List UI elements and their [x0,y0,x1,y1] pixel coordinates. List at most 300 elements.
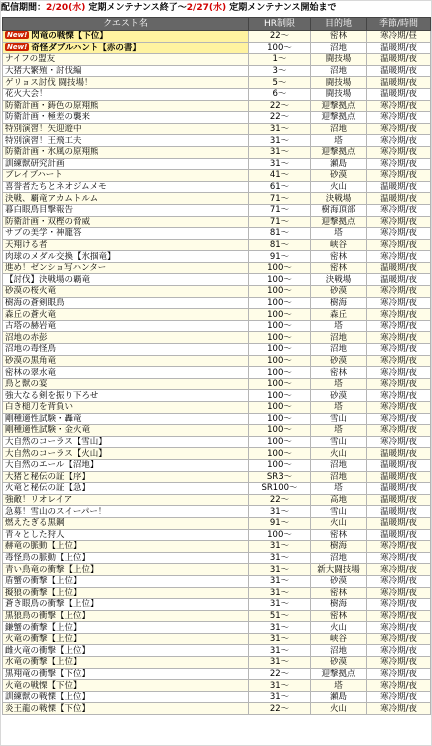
quest-name-cell [3,158,249,170]
season-time-cell: 寒冷期/夜 [367,286,431,298]
quest-name: 喜誉者たちとネオジムメモ [5,182,107,193]
quest-name: 鳥と獣の宴 [5,379,48,390]
quest-name: 剛種適性試験・轟竜 [5,413,82,424]
quest-name-cell [3,286,249,298]
quest-name: 防衛計画・極差の襲来 [5,112,91,123]
quest-name-cell [3,402,249,414]
hr-limit-cell: 6～ [249,88,311,100]
destination-cell: 迎撃拠点 [311,146,367,158]
quest-name-cell [3,575,249,587]
quest-name-cell [3,494,249,506]
quest-name: ナイフの盟友 [5,54,56,65]
quest-name-cell [3,413,249,425]
hr-limit-cell: 1～ [249,54,311,66]
table-row [3,262,431,274]
season-time-cell: 寒冷期/夜 [367,297,431,309]
hr-limit-cell: 22～ [249,494,311,506]
season-time-cell: 寒冷期/夜 [367,378,431,390]
quest-name: 赫竜の脈動【上位】 [5,541,82,552]
quest-name-cell [3,251,249,263]
quest-name: 暮白眼鳥目撃報告 [5,205,74,216]
hr-limit-cell: 41～ [249,170,311,182]
table-row [3,471,431,483]
hr-limit-cell: 31～ [249,657,311,669]
quest-name-cell [3,633,249,645]
table-row [3,31,431,43]
quest-name: 砂漠の黒角竜 [5,355,57,366]
season-time-cell: 寒冷期/夜 [367,622,431,634]
table-row [3,135,431,147]
maintenance-start-text: 定期メンテナンス開始まで [226,3,337,13]
quest-name-cell [3,204,249,216]
season-time-cell: 温暖期/夜 [367,471,431,483]
table-row [3,680,431,692]
quest-name-cell [3,390,249,402]
table-row [3,494,431,506]
destination-cell: 火山 [311,622,367,634]
hr-limit-cell: 100～ [249,448,311,460]
season-time-cell: 寒冷期/夜 [367,657,431,669]
quest-name-cell [3,436,249,448]
hr-limit-cell: 100～ [249,390,311,402]
quest-name: 毒怪鳥の脈動【上位】 [5,553,91,564]
hr-limit-cell: 91～ [249,517,311,529]
season-time-cell: 寒冷期/夜 [367,390,431,402]
quest-name: 密林の翠水竜 [5,367,57,378]
quest-name: ゲリョス討伐 闘技場！ [5,77,93,88]
hr-limit-cell: 31～ [249,123,311,135]
destination-cell: 樹海 [311,541,367,553]
quest-name-cell [3,471,249,483]
hr-limit-cell: 31～ [249,599,311,611]
season-time-cell: 温暖期/夜 [367,181,431,193]
table-row [3,703,431,715]
table-row [3,541,431,553]
quest-name-cell [3,587,249,599]
quest-name-cell [3,483,249,495]
quest-name: 青々とした狩人 [5,529,65,540]
distribution-period-header: 配信期間：2/20(水) 定期メンテナンス終了～2/27(水) 定期メンテナンス開始まで [1,3,337,13]
table-row [3,564,431,576]
destination-cell: 砂漠 [311,575,367,587]
season-time-cell: 寒冷期/夜 [367,204,431,216]
hr-limit-cell: 100～ [249,413,311,425]
quest-name: 訓練獣研究計画 [5,158,65,169]
hr-limit-cell: 100～ [249,297,311,309]
table-row [3,459,431,471]
quest-name-cell [3,506,249,518]
quest-name-cell [3,123,249,135]
destination-cell: 沼地 [311,471,367,483]
quest-name-cell [3,297,249,309]
hr-limit-cell: 31～ [249,146,311,158]
quest-name: 雌火竜の衝撃【上位】 [5,645,91,656]
quest-name-cell [3,355,249,367]
quest-name-cell [3,216,249,228]
destination-cell: 塔 [311,378,367,390]
destination-cell: 火山 [311,517,367,529]
hr-limit-cell: 5～ [249,77,311,89]
season-time-cell: 寒冷期/夜 [367,610,431,622]
season-time-cell: 寒冷期/夜 [367,320,431,332]
destination-cell: 砂漠 [311,657,367,669]
table-row [3,158,431,170]
quest-name-cell [3,239,249,251]
quest-name-cell [3,657,249,669]
quest-name: 大自然のエール【沼地】 [5,460,99,471]
destination-cell: 沼地 [311,123,367,135]
destination-cell: 迎撃拠点 [311,100,367,112]
hr-limit-cell: 22～ [249,703,311,715]
hr-limit-cell: 61～ [249,181,311,193]
destination-cell: 闘技場 [311,88,367,100]
hr-limit-cell: 31～ [249,158,311,170]
table-row [3,54,431,66]
quest-name: 火竜の衝撃【上位】 [5,634,82,645]
season-time-cell: 寒冷期/夜 [367,645,431,657]
table-row [3,668,431,680]
destination-cell: 峡谷 [311,239,367,251]
hr-limit-cell: 22～ [249,668,311,680]
quest-name: 擬狼の衝撃【上位】 [5,587,82,598]
destination-cell: 密林 [311,262,367,274]
destination-cell: 沼地 [311,552,367,564]
destination-cell: 沼地 [311,332,367,344]
destination-cell: 新大闘技場 [311,564,367,576]
quest-name-cell [3,228,249,240]
hr-limit-cell: 31～ [249,680,311,692]
table-row [3,483,431,495]
destination-cell: 塔 [311,228,367,240]
table-row [3,344,431,356]
column-header-quest-name: クエスト名 [3,18,249,31]
season-time-cell: 寒冷期/夜 [367,344,431,356]
quest-name: 盾蟹の衝撃【上位】 [5,576,82,587]
season-time-cell: 寒冷期/夜 [367,668,431,680]
quest-name: 特別演習！矢迎遊中 [5,124,82,135]
quest-name: 白き槌刀を背負い [5,402,74,413]
destination-cell: 闘技場 [311,54,367,66]
quest-name-cell [3,31,249,43]
table-row [3,112,431,124]
destination-cell: 火山 [311,181,367,193]
quest-name-cell [3,691,249,703]
destination-cell: 密林 [311,31,367,43]
destination-cell: 樹海 [311,297,367,309]
quest-name-cell [3,170,249,182]
season-time-cell: 温暖期/夜 [367,529,431,541]
quest-name: 大自然のコーラス【火山】 [5,448,107,459]
table-row [3,448,431,460]
season-time-cell: 寒冷期/夜 [367,123,431,135]
destination-cell: 塔 [311,425,367,437]
quest-name: 黒翔竜の衝撃【下位】 [5,668,91,679]
season-time-cell: 寒冷期/夜 [367,251,431,263]
table-row [3,193,431,205]
destination-cell: 密林 [311,529,367,541]
destination-cell: 密林 [311,251,367,263]
hr-limit-cell: 100～ [249,286,311,298]
table-row [3,239,431,251]
destination-cell: 密林 [311,610,367,622]
quest-name-cell [3,193,249,205]
quest-name: 砂漠の桜火竜 [5,286,57,297]
destination-cell: 沼地 [311,459,367,471]
season-time-cell: 寒冷期/夜 [367,135,431,147]
season-time-cell: 温暖期/夜 [367,494,431,506]
season-time-cell: 寒冷期/夜 [367,575,431,587]
season-time-cell: 温暖期/夜 [367,274,431,286]
column-header-season-time: 季節/時間 [367,18,431,31]
table-row [3,309,431,321]
season-time-cell: 寒冷期/夜 [367,425,431,437]
quest-name: サブの美学・神籠答 [5,228,82,239]
hr-limit-cell: 31～ [249,552,311,564]
season-time-cell: 寒冷期/夜 [367,228,431,240]
table-row [3,88,431,100]
hr-limit-cell: 31～ [249,135,311,147]
quest-name: 肉球のメダル交換【氷掴竜】 [5,251,116,262]
season-time-cell: 温暖期/夜 [367,448,431,460]
season-time-cell: 寒冷期/夜 [367,691,431,703]
season-time-cell: 寒冷期/夜 [367,355,431,367]
season-time-cell: 寒冷期/夜 [367,541,431,553]
quest-name: 燃えたぎる黒鋼 [5,518,65,529]
table-row [3,425,431,437]
season-time-cell: 寒冷期/夜 [367,599,431,611]
destination-cell: 沼地 [311,65,367,77]
destination-cell: 火山 [311,703,367,715]
table-row [3,390,431,402]
table-row [3,355,431,367]
hr-limit-cell: 22～ [249,100,311,112]
table-row [3,100,431,112]
hr-limit-cell: 100～ [249,332,311,344]
quest-name-cell [3,135,249,147]
hr-limit-cell: SR3～ [249,471,311,483]
destination-cell: 沼地 [311,42,367,54]
end-date: 2/27 [186,3,209,13]
season-time-cell: 温暖期/夜 [367,42,431,54]
quest-name: 鎌蟹の衝撃【上位】 [5,622,82,633]
quest-name: 天翔ける者 [5,239,48,250]
table-row [3,610,431,622]
table-row [3,575,431,587]
hr-limit-cell: 100～ [249,402,311,414]
quest-name-cell [3,564,249,576]
table-row [3,436,431,448]
table-row [3,529,431,541]
destination-cell: 迎撃拠点 [311,112,367,124]
quest-name-cell [3,309,249,321]
hr-limit-cell: 100～ [249,355,311,367]
quest-name-cell [3,610,249,622]
quest-name: 閃竜の戦慄【下位】 [31,31,108,42]
hr-limit-cell: 100～ [249,529,311,541]
season-time-cell: 寒冷期/夜 [367,100,431,112]
quest-name: 古塔の赫岩竜 [5,321,57,332]
table-row [3,657,431,669]
season-time-cell: 温暖期/夜 [367,506,431,518]
hr-limit-cell: 100～ [249,274,311,286]
table-header-row [3,18,431,31]
hr-limit-cell: 100～ [249,436,311,448]
hr-limit-cell: 71～ [249,216,311,228]
quest-name: 蒼き眼鳥の衝撃【上位】 [5,599,99,610]
quest-name: 炎王龍の戦慄【下位】 [5,703,91,714]
season-time-cell: 寒冷期/夜 [367,587,431,599]
destination-cell: 塔 [311,680,367,692]
season-time-cell: 寒冷期/夜 [367,170,431,182]
season-time-cell: 寒冷期/夜 [367,367,431,379]
quest-name-cell [3,622,249,634]
season-time-cell: 温暖期/夜 [367,65,431,77]
hr-limit-cell: 100～ [249,344,311,356]
quest-name: 剛種適性試験・金火竜 [5,425,91,436]
destination-cell: 瀬島 [311,158,367,170]
destination-cell: 迎撃拠点 [311,668,367,680]
destination-cell: 塔 [311,320,367,332]
quest-name-cell [3,54,249,66]
destination-cell: 塔 [311,402,367,414]
new-badge: New! [7,42,28,51]
start-day-of-week: 水 [72,3,82,13]
season-time-cell: 寒冷期/夜 [367,680,431,692]
quest-name-cell [3,680,249,692]
quest-name-cell [3,146,249,158]
table-row [3,633,431,645]
destination-cell: 決戦場 [311,193,367,205]
quest-name: 急募！雪山のスイーパー！ [5,506,107,517]
destination-cell: 樹海頂部 [311,204,367,216]
destination-cell: 峡谷 [311,633,367,645]
table-row [3,274,431,286]
destination-cell: 砂漠 [311,286,367,298]
season-time-cell: 温暖期/夜 [367,262,431,274]
quest-name: 防衛計画・鋳色の原翔熊 [5,100,99,111]
hr-limit-cell: 31～ [249,575,311,587]
season-time-cell: 温暖期/夜 [367,88,431,100]
maintenance-end-text: 定期メンテナンス終了～ [85,3,187,13]
destination-cell: 雪山 [311,506,367,518]
destination-cell: 砂漠 [311,170,367,182]
end-day-of-week: 水 [212,3,222,13]
table-row [3,77,431,89]
quest-name-cell [3,112,249,124]
quest-name-cell [3,100,249,112]
destination-cell: 雪山 [311,436,367,448]
column-header-hr-limit: HR制限 [249,18,311,31]
quest-name: ブレイブハート [5,170,63,181]
hr-limit-cell: 31～ [249,564,311,576]
season-time-cell: 温暖期/夜 [367,459,431,471]
hr-limit-cell: 100～ [249,378,311,390]
table-row [3,506,431,518]
table-row [3,204,431,216]
table-row [3,367,431,379]
destination-cell: 塔 [311,135,367,147]
season-time-cell: 寒冷期/夜 [367,703,431,715]
quest-name: 強敵！リオレイア [5,495,73,506]
quest-name-cell [3,552,249,564]
quest-name: 大猪と秘伝の証【序】 [5,471,91,482]
destination-cell: 沼地 [311,645,367,657]
season-time-cell: 寒冷期/夜 [367,436,431,448]
hr-limit-cell: 31～ [249,691,311,703]
hr-limit-cell: 31～ [249,587,311,599]
hr-limit-cell: 100～ [249,367,311,379]
table-row [3,599,431,611]
quest-name: 沼地の赤彭 [5,332,48,343]
quest-name: 特別演習！王飛工夫 [5,135,82,146]
table-row [3,170,431,182]
season-time-cell: 寒冷期/夜 [367,239,431,251]
table-row [3,413,431,425]
table-row [3,42,431,54]
table-row [3,228,431,240]
season-time-cell: 寒冷期/夜 [367,633,431,645]
destination-cell: 密林 [311,367,367,379]
table-row [3,378,431,390]
new-badge: New! [7,31,28,40]
quest-name-cell [3,448,249,460]
hr-limit-cell: 31～ [249,541,311,553]
column-header-destination: 目的地 [311,18,367,31]
quest-name-cell [3,645,249,657]
hr-limit-cell: 100～ [249,309,311,321]
season-time-cell: 寒冷期/夜 [367,552,431,564]
hr-limit-cell: 100～ [249,320,311,332]
quest-name: 森丘の蒼火竜 [5,309,57,320]
season-time-cell: 寒冷期/夜 [367,564,431,576]
destination-cell: 迎撃拠点 [311,216,367,228]
season-time-cell: 寒冷期/夜 [367,309,431,321]
destination-cell: 沼地 [311,344,367,356]
season-time-cell: 寒冷期/昼 [367,31,431,43]
quest-name-cell [3,77,249,89]
hr-limit-cell: 100～ [249,425,311,437]
quest-name: 火竜と秘伝の証【急】 [5,483,91,494]
quest-name: 奇怪ダブルハント【赤の書】 [31,42,141,53]
table-row [3,691,431,703]
quest-name-cell [3,181,249,193]
table-row [3,552,431,564]
table-row [3,587,431,599]
table-row [3,181,431,193]
quest-name-cell [3,367,249,379]
destination-cell: 雪山 [311,413,367,425]
quest-name-cell [3,332,249,344]
season-time-cell: 寒冷期/夜 [367,112,431,124]
season-time-cell: 寒冷期/夜 [367,158,431,170]
quest-name: 防衛計画・氷風の原翔熊 [5,147,99,158]
hr-limit-cell: 81～ [249,228,311,240]
quest-name-cell [3,517,249,529]
hr-limit-cell: SR100～ [249,483,311,495]
season-time-cell: 温暖期/夜 [367,483,431,495]
destination-cell: 密林 [311,587,367,599]
quest-name-cell [3,65,249,77]
quest-name: 花火大会！ [5,89,48,100]
destination-cell: 砂漠 [311,355,367,367]
hr-limit-cell: 31～ [249,645,311,657]
quest-name: 樹海の蒼剣眼鳥 [5,297,65,308]
table-row [3,65,431,77]
quest-name: 決戦、覇竜アカムトルム [5,193,99,204]
destination-cell: 樹海 [311,599,367,611]
hr-limit-cell: 51～ [249,610,311,622]
quest-name: 火竜の戦慄【下位】 [5,680,82,691]
